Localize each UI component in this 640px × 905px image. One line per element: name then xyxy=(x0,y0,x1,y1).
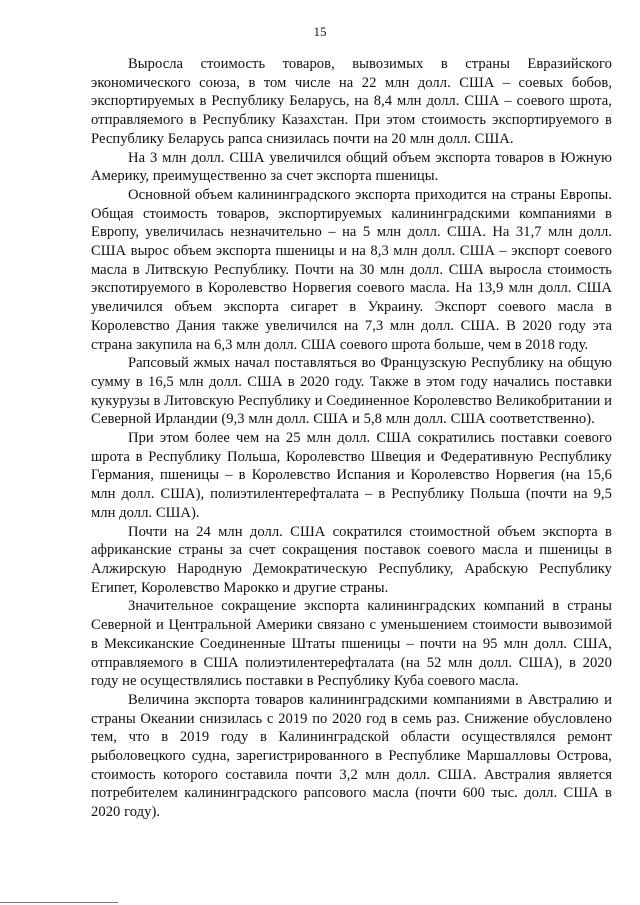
page-number: 15 xyxy=(313,24,327,39)
document-body xyxy=(91,55,612,822)
paragraph-australia-oceania: Величина экспорта товаров калининградскими компаниями в Австралию и страны Океании снизилась с 2019 по 2020 год в семь раз. Снижение обусловлено тем, что в 2019 году в Калининградской области осуществлялся ремонт рыболовецкого судна, зарегистрированного в Республике Маршалловы Острова, стоимость которого составила почти 3,2 млн долл. США. Австралия является потребителем калининградского рапсового масла (почти 600 тыс. долл. США в 2020 году). xyxy=(91,691,612,821)
footnote-divider xyxy=(0,902,118,903)
paragraph-reductions: При этом более чем на 25 млн долл. США сократились поставки соевого шрота в Республику Польша, Королевство Швеция и Федеративную Республику Германия, пшеницы – в Королевство Испания и Королевство Норвегия (на 15,6 млн долл. США), полиэтилентерефталата – в Республику Польша (почти на 9,5 млн долл. США). xyxy=(91,430,612,521)
paragraph-africa: Почти на 24 млн долл. США сократился стоимостной объем экспорта в африканские страны за счет сокращения поставок соевого масла и пшеницы в Алжирскую Народную Демократическую Республику, Арабскую Республику Египет, Королевство Марокко и другие страны. xyxy=(91,523,612,596)
paragraph-new-supplies: Рапсовый жмых начал поставляться во Французскую Республику на общую сумму в 16,5 млн долл. США в 2020 году. Также в этом году начались поставки кукурузы в Литовскую Республику и Соединенное Королевство Великобритании и Северной Ирландии (9,3 млн долл. США и 5,8 млн долл. США соответственно). xyxy=(91,355,612,428)
paragraph-europe: Основной объем калининградского экспорта приходится на страны Европы. Общая стоимость товаров, экспортируемых калининградскими компаниями в Европу, увеличилась незначительно – на 5 млн долл. США. На 31,7 млн долл. США вырос объем экспорта пшеницы и на 8,3 млн долл. США – экспорт соевого масла в Литвскую Республику. Почти на 30 млн долл. США выросла стоимость экспотируемого в Королевство Норвегия соевого масла. На 13,9 млн долл. США увеличился объем экспорта сигарет в Украину. Экспорт соевого масла в Королевство Дания также увеличился на 7,3 млн долл. США. В 2020 году эта страна закупила на 6,3 млн долл. США соевого шрота больше, чем в 2018 году. xyxy=(91,186,612,353)
paragraph-south-america: На 3 млн долл. США увеличился общий объем экспорта товаров в Южную Америку, преимущественно за счет экспорта пшеницы. xyxy=(91,149,612,185)
paragraph-eaeu-exports: Выросла стоимость товаров, вывозимых в страны Евразийского экономического союза, в том числе на 22 млн долл. США – соевых бобов, экспортируемых в Республику Беларусь, на 8,4 млн долл. США – соевого шрота, отправляемого в Республику Казахстан. При этом стоимость экспортируемого в Республику Беларусь рапса снизилась почти на 20 млн долл. США. xyxy=(91,56,612,147)
paragraph-americas: Значительное сокращение экспорта калининградских компаний в страны Северной и Центральной Америки связано с уменьшением стоимости вывозимой в Мексиканские Соединенные Штаты пшеницы – почти на 95 млн долл. США, отправляемого в США полиэтилентерефталата (на 52 млн долл. США), в 2020 году не осуществлялись поставки в Республику Куба соевого масла. xyxy=(91,598,612,690)
